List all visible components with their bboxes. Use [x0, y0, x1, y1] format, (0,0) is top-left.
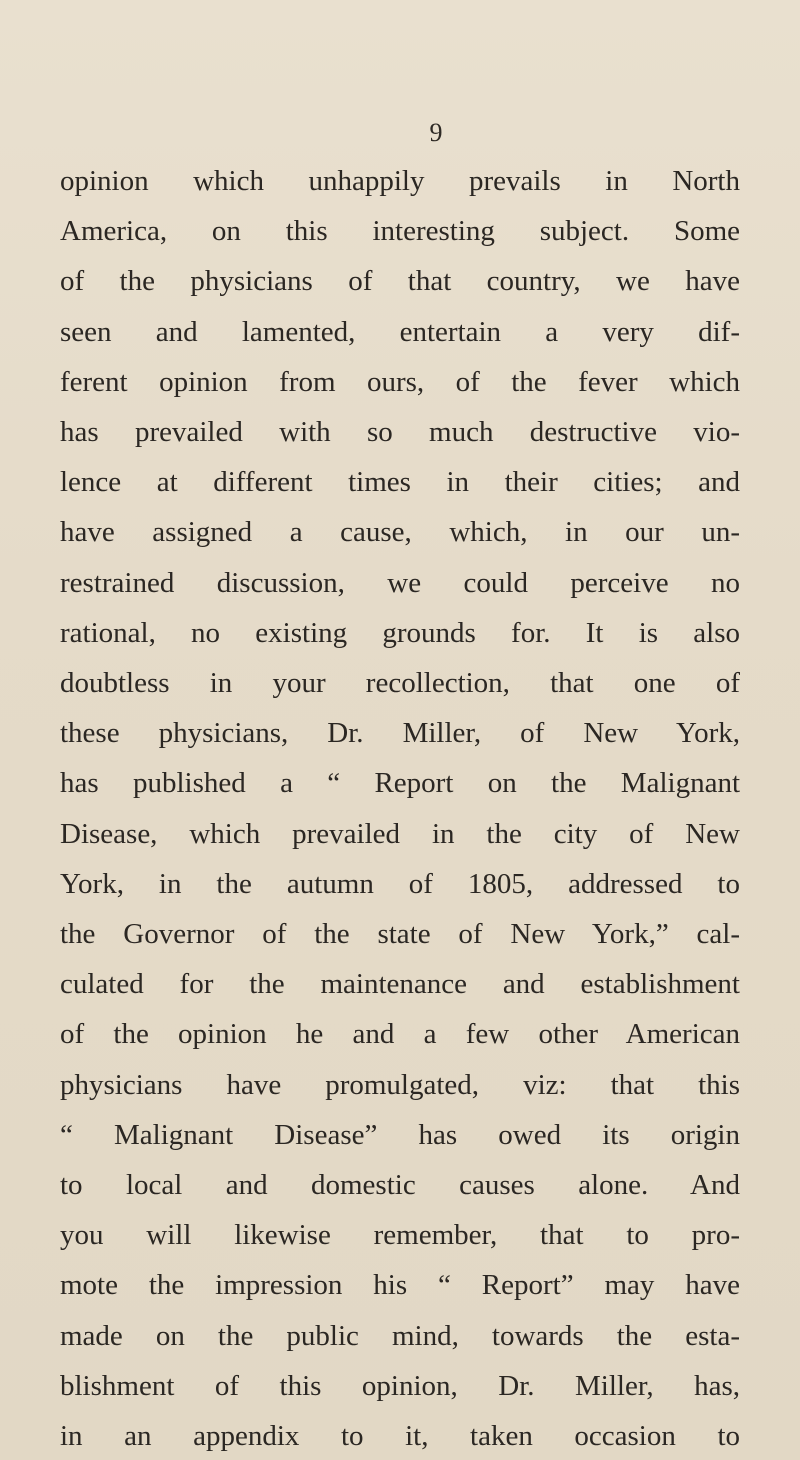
text-line: in an appendix to it, taken occasion to — [60, 1420, 740, 1452]
text-line: rational, no existing grounds for. It is also — [60, 616, 740, 649]
text-line: “ Malignant Disease” has owed its origin — [60, 1118, 740, 1151]
text-line: have assigned a cause, which, in our un- — [60, 516, 740, 549]
text-line: America, on this interesting subject. Some — [60, 215, 740, 248]
text-line: has published a “ Report on the Malignant — [60, 767, 740, 800]
text-line: of the physicians of that country, we have — [60, 265, 740, 298]
text-line: you will likewise remember, that to pro- — [60, 1219, 740, 1252]
text-line: opinion which unhappily prevails in North — [60, 165, 740, 197]
text-line: the Governor of the state of New York,” cal- — [60, 918, 740, 950]
text-line: ferent opinion from ours, of the fever which — [60, 365, 740, 398]
text-line: has prevailed with so much destructive vio- — [60, 416, 740, 448]
text-line: of the opinion he and a few other American — [60, 1018, 740, 1051]
text-line: physicians have promulgated, viz: that this — [60, 1068, 740, 1101]
text-line: restrained discussion, we could perceive no — [60, 566, 740, 599]
text-line: doubtless in your recollection, that one of — [60, 667, 740, 699]
text-line: culated for the maintenance and establishment — [60, 968, 740, 1001]
page-number: 9 — [429, 118, 443, 147]
text-line: these physicians, Dr. Miller, of New York, — [60, 717, 740, 750]
text-line: blishment of this opinion, Dr. Miller, has, — [60, 1369, 740, 1402]
text-line: seen and lamented, entertain a very dif- — [60, 315, 740, 348]
text-line: Disease, which prevailed in the city of New — [60, 817, 740, 850]
text-line: lence at different times in their cities; and — [60, 466, 740, 499]
text-line: to local and domestic causes alone. And — [60, 1169, 740, 1201]
text-line: mote the impression his “ Report” may have — [60, 1269, 740, 1302]
text-line: York, in the autumn of 1805, addressed to — [60, 867, 740, 900]
text-line: made on the public mind, towards the esta- — [60, 1319, 740, 1352]
